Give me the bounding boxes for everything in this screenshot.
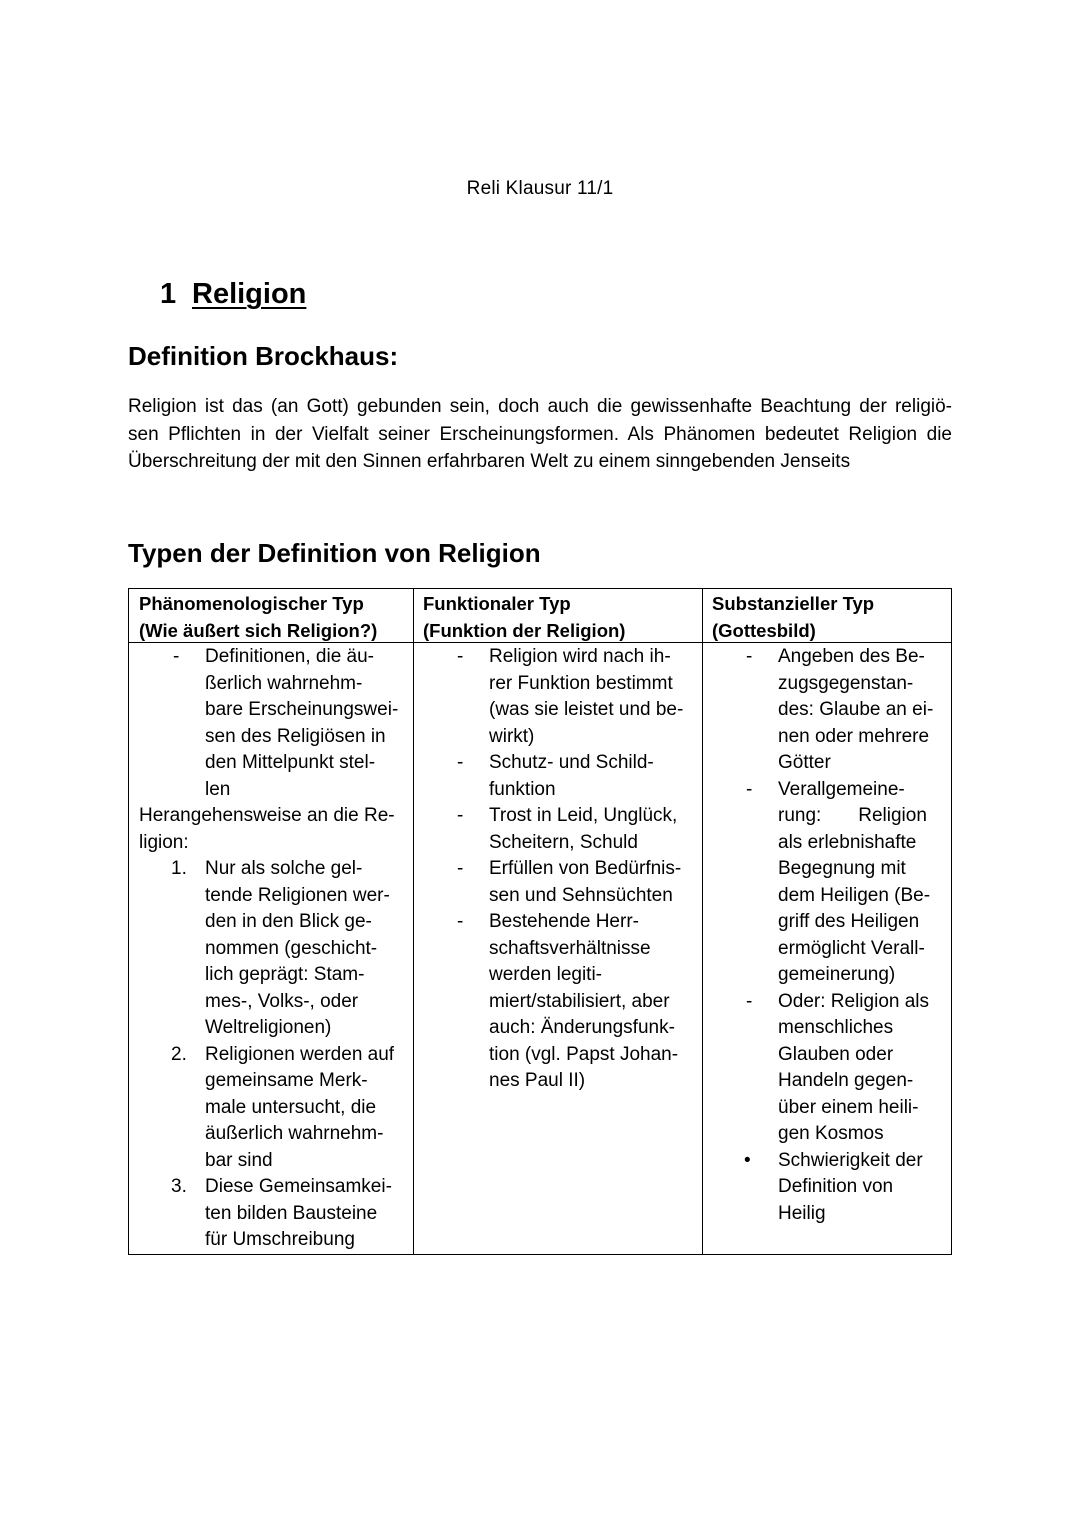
- column-line-text: sen und Sehnsüchten: [489, 884, 673, 906]
- column-line-text: gen Kosmos: [778, 1123, 884, 1144]
- column-line-text: als erlebnishafte: [778, 831, 917, 853]
- column-line-text: Nur als solche gel-: [205, 858, 363, 879]
- dash-marker: -: [457, 805, 464, 826]
- column-line: [139, 1148, 409, 1175]
- column-line: [712, 724, 947, 751]
- column-line: [139, 989, 409, 1016]
- chapter-heading: [160, 278, 306, 311]
- column-line-text: äußerlich wahrnehm-: [205, 1123, 384, 1144]
- column-header-subtitle: (Gottesbild): [712, 619, 816, 641]
- column-line-text: ßerlich wahrnehm-: [205, 672, 363, 694]
- column-line-text: menschliches: [778, 1017, 894, 1038]
- column-line-text: Weltreligionen): [205, 1017, 332, 1038]
- list-number: 3.: [171, 1176, 187, 1197]
- column-line: [712, 909, 947, 936]
- table-column-divider: [702, 589, 703, 1254]
- column-line-text: Religion wird nach ih-: [489, 646, 671, 667]
- column-line-text: den in den Blick ge-: [205, 911, 372, 932]
- column-line-text: tende Religionen wer-: [205, 884, 390, 906]
- column-line-text: ten bilden Bausteine: [205, 1202, 378, 1224]
- dash-marker: -: [746, 646, 753, 667]
- column-line-text: Herangehensweise an die Re-: [139, 805, 395, 826]
- column-line-text: Heilig: [778, 1202, 826, 1224]
- column-line-text: Schwierigkeit der: [778, 1149, 923, 1171]
- dash-marker: -: [173, 646, 180, 667]
- column-line: [139, 671, 409, 698]
- column-line-text: nes Paul II): [489, 1070, 586, 1091]
- column-line-text: des: Glaube an ei-: [778, 699, 934, 720]
- column-line: [712, 803, 947, 830]
- column-line-text: Begegnung mit: [778, 858, 906, 879]
- column-line: [712, 671, 947, 698]
- column-line: [139, 830, 409, 857]
- column-line: [423, 989, 698, 1016]
- column-line: [712, 697, 947, 724]
- column-line-text: Glauben oder: [778, 1043, 894, 1065]
- column-line: [139, 909, 409, 936]
- column-line: [712, 962, 947, 989]
- definition-line: Überschreitung der mit den Sinnen erfahrbaren Welt zu einem sinngebenden Jenseits: [128, 451, 851, 472]
- column-line: [139, 1227, 409, 1254]
- column-line: [139, 724, 409, 751]
- column-line-text: nen oder mehrere: [778, 725, 930, 747]
- column-line: [712, 936, 947, 963]
- dash-marker: -: [457, 752, 464, 773]
- column-line: [423, 671, 698, 698]
- column-line-text: Definitionen, die äu-: [205, 646, 374, 667]
- column-line: [712, 1201, 947, 1228]
- column-line-text: nommen (geschicht-: [205, 937, 378, 959]
- column-line-text: tion (vgl. Papst Johan-: [489, 1043, 679, 1065]
- column-line-text: rung: Religion: [778, 805, 927, 826]
- column-line-text: mes-, Volks-, oder: [205, 990, 359, 1012]
- column-body-substanziell: [712, 644, 947, 1227]
- table-column-divider: [413, 589, 414, 1254]
- column-line: [712, 1015, 947, 1042]
- column-line-text: auch: Änderungsfunk-: [489, 1017, 675, 1038]
- column-line: [139, 803, 409, 830]
- column-line-text: male untersucht, die: [205, 1096, 377, 1118]
- column-line: [423, 750, 698, 777]
- column-line-text: (was sie leistet und be-: [489, 699, 684, 720]
- column-header-subtitle: (Funktion der Religion): [423, 619, 626, 641]
- column-line: [423, 962, 698, 989]
- column-line-text: miert/stabilisiert, aber: [489, 990, 670, 1012]
- column-line-text: Götter: [778, 752, 831, 773]
- column-header-funktional: [423, 591, 625, 644]
- column-line-text: wirkt): [489, 725, 535, 747]
- column-body-phaenomenologisch: [139, 644, 409, 1254]
- column-line-text: Erfüllen von Bedürfnis-: [489, 858, 682, 879]
- types-table: [128, 588, 952, 1255]
- column-line: [139, 936, 409, 963]
- column-line: [139, 1042, 409, 1069]
- column-line-text: Diese Gemeinsamkei-: [205, 1176, 392, 1197]
- column-line: [712, 1042, 947, 1069]
- column-line-text: bar sind: [205, 1149, 273, 1171]
- chapter-title: Religion: [192, 278, 307, 310]
- dash-marker: -: [457, 858, 464, 879]
- column-line-text: Trost in Leid, Unglück,: [489, 805, 678, 826]
- column-line-text: gemeinerung): [778, 964, 896, 985]
- dash-marker: -: [746, 778, 753, 800]
- column-line: [712, 644, 947, 671]
- chapter-number: 1: [160, 278, 177, 310]
- column-line-text: len: [205, 778, 231, 800]
- column-line: [423, 697, 698, 724]
- column-line-text: Scheitern, Schuld: [489, 831, 638, 853]
- column-line-text: über einem heili-: [778, 1096, 919, 1118]
- column-line: [423, 856, 698, 883]
- definition-paragraph: [128, 393, 952, 476]
- column-line: [423, 1068, 698, 1095]
- definition-line: sen Pflichten in der Vielfalt seiner Erscheinungsformen. Als Phänomen bedeutet Religion die: [128, 423, 952, 445]
- column-header-title: Phänomenologischer Typ: [139, 593, 364, 614]
- column-header-subtitle: (Wie äußert sich Religion?): [139, 619, 378, 641]
- page-header: Reli Klausur 11/1: [466, 178, 614, 199]
- column-line-text: Definition von: [778, 1176, 894, 1197]
- column-line: [423, 777, 698, 804]
- column-line: [712, 830, 947, 857]
- column-line-text: funktion: [489, 778, 556, 800]
- column-line: [139, 697, 409, 724]
- column-line: [423, 803, 698, 830]
- column-line: [712, 750, 947, 777]
- column-line-text: für Umschreibung: [205, 1229, 355, 1250]
- definition-line: Religion ist das (an Gott) gebunden sein, doch auch die gewissenhafte Beachtung der religiö-: [128, 396, 952, 417]
- column-header-title: Funktionaler Typ: [423, 593, 571, 614]
- column-line-text: rer Funktion bestimmt: [489, 672, 673, 694]
- column-line: [139, 1121, 409, 1148]
- column-line: [423, 909, 698, 936]
- column-line: [712, 1068, 947, 1095]
- column-line-text: Schutz- und Schild-: [489, 752, 654, 773]
- column-line: [712, 1121, 947, 1148]
- column-line: [712, 1095, 947, 1122]
- column-line: [139, 856, 409, 883]
- column-line-text: den Mittelpunkt stel-: [205, 752, 376, 773]
- types-heading: Typen der Definition von Religion: [128, 538, 541, 568]
- column-line-text: sen des Religiösen in: [205, 725, 386, 747]
- bullet-icon: •: [744, 1149, 751, 1171]
- column-line: [139, 750, 409, 777]
- column-body-funktional: [423, 644, 698, 1095]
- column-line-text: Oder: Religion als: [778, 990, 930, 1012]
- column-line: [139, 1095, 409, 1122]
- dash-marker: -: [457, 646, 464, 667]
- column-line-text: werden legiti-: [489, 964, 602, 985]
- column-line: [139, 1174, 409, 1201]
- column-line: [139, 644, 409, 671]
- column-line-text: ligion:: [139, 831, 189, 853]
- column-line: [423, 830, 698, 857]
- column-header-title: Substanzieller Typ: [712, 593, 875, 614]
- column-line: [139, 962, 409, 989]
- column-line: [423, 883, 698, 910]
- definition-heading: Definition Brockhaus:: [128, 341, 399, 371]
- column-line-text: griff des Heiligen: [778, 911, 920, 932]
- column-line-text: lich geprägt: Stam-: [205, 964, 365, 985]
- column-line: [423, 1015, 698, 1042]
- column-line: [423, 1042, 698, 1069]
- column-line: [712, 777, 947, 804]
- column-line: [139, 1201, 409, 1228]
- column-line: [423, 936, 698, 963]
- column-line-text: dem Heiligen (Be-: [778, 884, 931, 906]
- dash-marker: -: [457, 911, 464, 932]
- column-line: [712, 883, 947, 910]
- column-line: [423, 724, 698, 751]
- column-line-text: ermöglicht Verall-: [778, 937, 925, 959]
- column-line-text: Bestehende Herr-: [489, 911, 639, 932]
- list-number: 2.: [171, 1043, 187, 1065]
- column-line-text: zugsgegenstan-: [778, 672, 914, 694]
- column-line: [423, 644, 698, 671]
- column-line: [712, 1174, 947, 1201]
- column-line-text: Angeben des Be-: [778, 646, 925, 667]
- column-header-substanziell: [712, 591, 874, 644]
- column-line: [139, 1015, 409, 1042]
- column-line-text: Verallgemeine-: [778, 778, 905, 800]
- column-line: [139, 1068, 409, 1095]
- column-line-text: bare Erscheinungswei-: [205, 699, 399, 720]
- column-header-phaenomenologisch: [139, 591, 377, 644]
- column-line: [139, 777, 409, 804]
- column-line-text: gemeinsame Merk-: [205, 1070, 368, 1091]
- dash-marker: -: [746, 990, 753, 1012]
- column-line-text: Religionen werden auf: [205, 1043, 395, 1065]
- column-line: [139, 883, 409, 910]
- column-line: [712, 989, 947, 1016]
- column-line-text: schaftsverhältnisse: [489, 937, 651, 959]
- column-line: [712, 1148, 947, 1175]
- column-line-text: Handeln gegen-: [778, 1070, 914, 1091]
- column-line: [712, 856, 947, 883]
- list-number: 1.: [171, 858, 187, 879]
